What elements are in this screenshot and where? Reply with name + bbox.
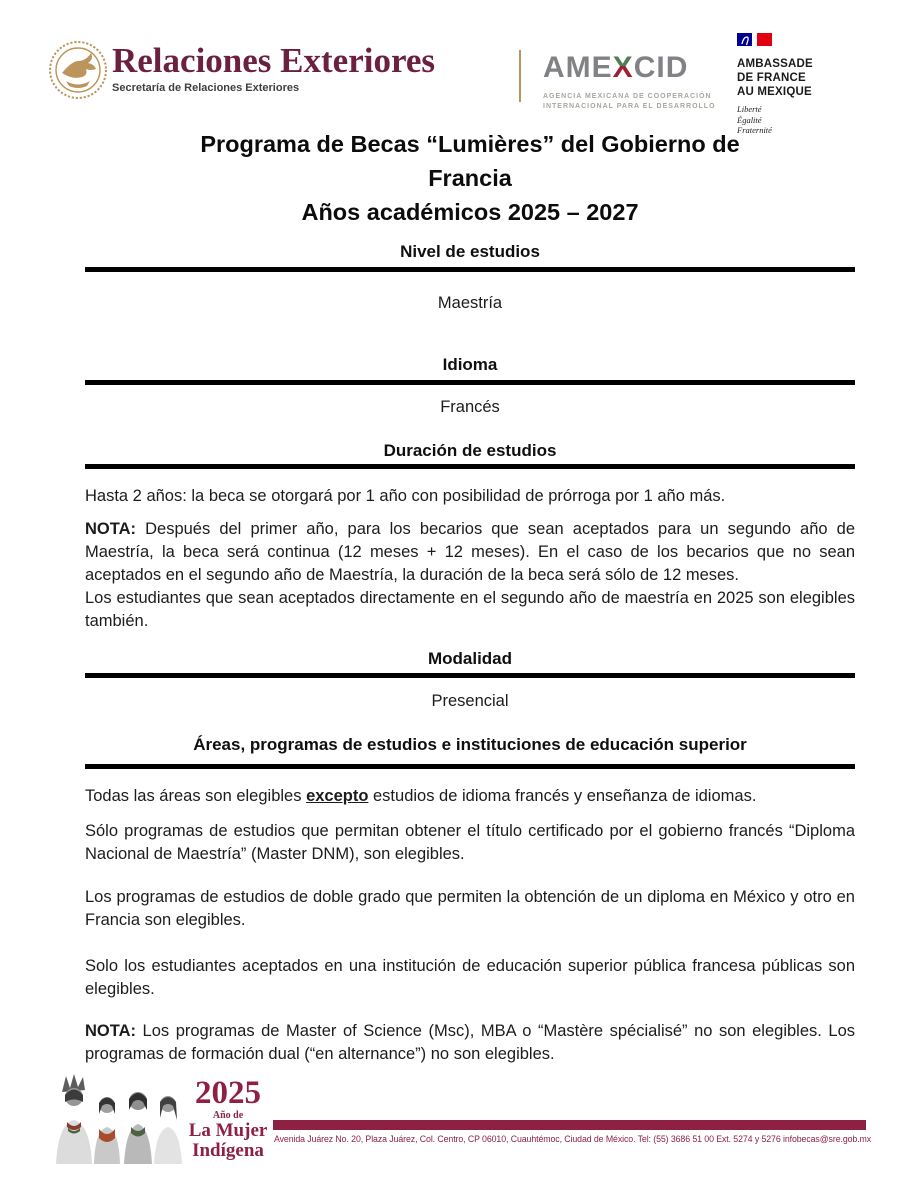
- embassy-motto-line1: Liberté: [737, 104, 762, 114]
- document-title-line3: Años académicos 2025 – 2027: [301, 199, 639, 225]
- section-rule: [85, 380, 855, 385]
- embassy-name-line2: DE FRANCE: [737, 72, 806, 84]
- svg-text:AMEXCID: [543, 51, 688, 84]
- section-heading-modalidad: Modalidad: [427, 649, 513, 668]
- mexican-coat-of-arms-icon: [48, 40, 108, 100]
- document-title-line2: Francia: [428, 165, 512, 191]
- france-embassy-logo: [737, 33, 867, 136]
- areas-paragraph-1: [85, 785, 855, 808]
- french-flag-icon: [737, 33, 773, 47]
- sre-logo-title: Relaciones Exteriores: [112, 41, 436, 80]
- footer-bar: [273, 1120, 866, 1130]
- campaign-year-caption: Año de: [212, 1110, 244, 1121]
- areas-paragraph-4: Solo los estudiantes aceptados en una institución de educación superior pública francesa públicas son elegibles.: [85, 957, 855, 998]
- areas-nota-text: Los programas de Master of Science (Msc), MBA o “Mastère spécialisé” no son elegibles. Los programas de formación dual (“en alternance”) no son elegibles.: [85, 1022, 855, 1063]
- embassy-motto-line3: Fraternité: [737, 125, 772, 135]
- duracion-paragraph-2: Los estudiantes que sean aceptados directamente en el segundo año de maestría en 2025 son elegibles también.: [85, 589, 855, 630]
- document-title: [85, 127, 855, 229]
- section-rule: [85, 673, 855, 678]
- year-campaign-logo: [186, 1076, 270, 1161]
- sre-logo-subtitle: Secretaría de Relaciones Exteriores: [112, 82, 300, 94]
- document-title-line1: Programa de Becas “Lumières” del Gobierno de: [200, 131, 740, 157]
- nota-label: NOTA:: [85, 520, 137, 538]
- amexcid-wordmark: [543, 50, 718, 84]
- indigenous-women-illustration: [50, 1072, 188, 1169]
- campaign-year: 2025: [195, 1075, 261, 1111]
- section-rule: [85, 267, 855, 272]
- areas-nota: [85, 1020, 855, 1066]
- embassy-motto-line2: Égalité: [737, 114, 762, 125]
- section-heading-areas: Áreas, programas de estudios e instituciones de educación superior: [193, 735, 747, 754]
- sre-logo: [112, 42, 435, 94]
- areas-p1-pre: Todas las áreas son elegibles: [85, 787, 307, 805]
- amexcid-subtitle: [543, 92, 718, 112]
- areas-p1-excepto: excepto: [306, 787, 369, 805]
- duracion-paragraph-1: Hasta 2 años: la beca se otorgará por 1 año con posibilidad de prórroga por 1 año más.: [85, 487, 726, 505]
- amexcid-subtitle-line1: AGENCIA MEXICANA DE COOPERACIÓN: [543, 93, 712, 100]
- header-divider: [519, 50, 521, 102]
- areas-p1-post: estudios de idioma francés y enseñanza de idiomas.: [368, 787, 757, 805]
- duracion-nota: [85, 518, 855, 587]
- section-heading-nivel: Nivel de estudios: [400, 242, 540, 261]
- duracion-nota-text: Después del primer año, para los becarios que sean aceptados para un segundo año de Maestría, la beca será continua (12 meses + 12 meses). En el caso de los becarios que no sean aceptados en el segundo año de Maestría, la duración de la beca será sólo de 12 meses.: [85, 520, 855, 584]
- nota-label: NOTA:: [85, 1022, 137, 1040]
- areas-paragraph-3: Los programas de estudios de doble grado que permiten la obtención de un diploma en México y otro en Francia son elegibles.: [85, 888, 855, 929]
- amexcid-x-icon: X: [612, 51, 634, 84]
- campaign-line2: Indígena: [192, 1140, 264, 1161]
- amexcid-text-pre: AME: [543, 51, 613, 84]
- campaign-line1: La Mujer: [188, 1120, 268, 1141]
- footer-address: Avenida Juárez No. 20, Plaza Juárez, Col. Centro, CP 06010, Cuauhtémoc, Ciudad de México. Tel: (55) 3686 51 00 Ext. 5274 y 5276 infobecas@sre.gob.mx: [274, 1134, 872, 1144]
- section-heading-duracion: Duración de estudios: [383, 441, 557, 460]
- section-rule: [85, 464, 855, 469]
- modalidad-value: Presencial: [431, 692, 509, 710]
- areas-paragraph-2: Sólo programas de estudios que permitan obtener el título certificado por el gobierno francés “Diploma Nacional de Maestría” (Master DNM), son elegibles.: [85, 822, 855, 863]
- section-rule: [85, 764, 855, 769]
- embassy-name: [737, 57, 867, 99]
- nivel-value: Maestría: [437, 294, 503, 312]
- idioma-value: Francés: [440, 398, 500, 416]
- section-heading-idioma: Idioma: [442, 355, 498, 374]
- embassy-name-line3: AU MEXIQUE: [737, 86, 812, 98]
- amexcid-subtitle-line2: INTERNACIONAL PARA EL DESARROLLO: [543, 103, 716, 110]
- embassy-name-line1: AMBASSADE: [737, 58, 813, 70]
- amexcid-text-post: CID: [633, 51, 689, 84]
- amexcid-logo: [543, 50, 718, 112]
- duracion-nota-block: [85, 518, 855, 633]
